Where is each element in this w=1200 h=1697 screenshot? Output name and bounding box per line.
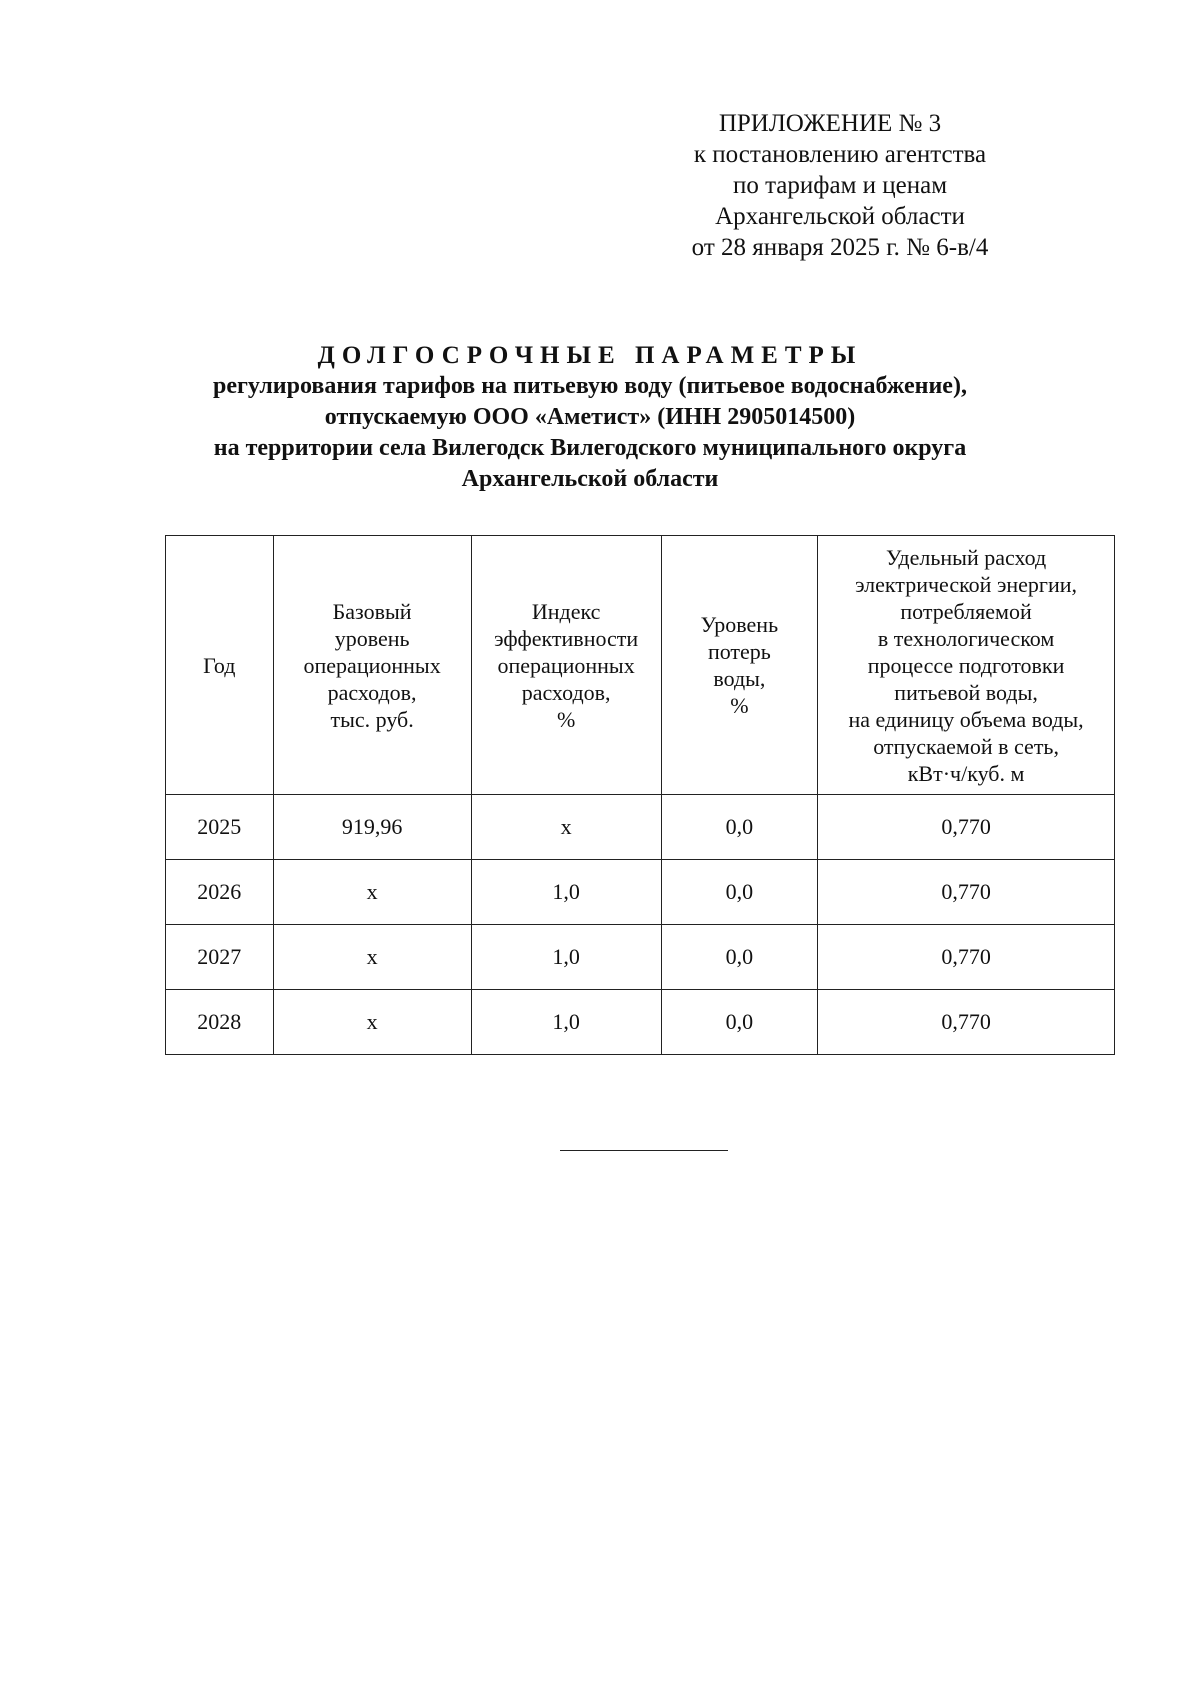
table-header-row bbox=[166, 536, 1115, 795]
cell-water-loss: 0,0 bbox=[661, 860, 818, 925]
table-row bbox=[166, 925, 1115, 990]
appendix-header bbox=[690, 108, 990, 263]
cell-year: 2026 bbox=[166, 860, 274, 925]
end-divider bbox=[560, 1150, 728, 1151]
header-efficiency-index: Индекс эффективности операционных расходов, % bbox=[471, 536, 661, 795]
cell-energy-consumption: 0,770 bbox=[818, 925, 1115, 990]
cell-water-loss: 0,0 bbox=[661, 795, 818, 860]
header-water-loss: Уровень потерь воды, % bbox=[661, 536, 818, 795]
cell-efficiency-index: 1,0 bbox=[471, 860, 661, 925]
header-energy-consumption: Удельный расход электрической энергии, потребляемой в технологическом процессе подготовки питьевой воды, на единицу объема воды, отпускаемой в сеть, кВт·ч/куб. м bbox=[818, 536, 1115, 795]
appendix-line: к постановлению агентства bbox=[693, 141, 987, 168]
table-row bbox=[166, 860, 1115, 925]
cell-efficiency-index: x bbox=[471, 795, 661, 860]
title-heading: ДОЛГОСРОЧНЫЕ ПАРАМЕТРЫ bbox=[317, 342, 863, 369]
cell-year: 2028 bbox=[166, 990, 274, 1055]
cell-water-loss: 0,0 bbox=[661, 990, 818, 1055]
document-title bbox=[150, 340, 1030, 495]
title-line: регулирования тарифов на питьевую воду (питьевое водоснабжение), bbox=[213, 373, 967, 399]
title-line: отпускаемую ООО «Аметист» (ИНН 2905014500) bbox=[324, 404, 856, 430]
header-base-level: Базовый уровень операционных расходов, тыс. руб. bbox=[273, 536, 471, 795]
cell-base-level: x bbox=[273, 925, 471, 990]
header-year: Год bbox=[166, 536, 274, 795]
cell-base-level: x bbox=[273, 860, 471, 925]
cell-efficiency-index: 1,0 bbox=[471, 990, 661, 1055]
appendix-line: по тарифам и ценам bbox=[732, 172, 948, 199]
title-line: Архангельской области bbox=[461, 466, 719, 492]
cell-energy-consumption: 0,770 bbox=[818, 795, 1115, 860]
cell-energy-consumption: 0,770 bbox=[818, 990, 1115, 1055]
title-line: на территории села Вилегодск Вилегодского муниципального округа bbox=[213, 435, 967, 461]
table-row bbox=[166, 990, 1115, 1055]
cell-year: 2027 bbox=[166, 925, 274, 990]
parameters-table bbox=[165, 535, 1115, 1055]
cell-water-loss: 0,0 bbox=[661, 925, 818, 990]
cell-base-level: x bbox=[273, 990, 471, 1055]
cell-efficiency-index: 1,0 bbox=[471, 925, 661, 990]
appendix-date: от 28 января 2025 г. № 6-в/4 bbox=[691, 234, 989, 261]
cell-energy-consumption: 0,770 bbox=[818, 860, 1115, 925]
cell-year: 2025 bbox=[166, 795, 274, 860]
table-row bbox=[166, 795, 1115, 860]
appendix-number: ПРИЛОЖЕНИЕ № 3 bbox=[718, 110, 942, 137]
cell-base-level: 919,96 bbox=[273, 795, 471, 860]
appendix-line: Архангельской области bbox=[715, 203, 965, 230]
